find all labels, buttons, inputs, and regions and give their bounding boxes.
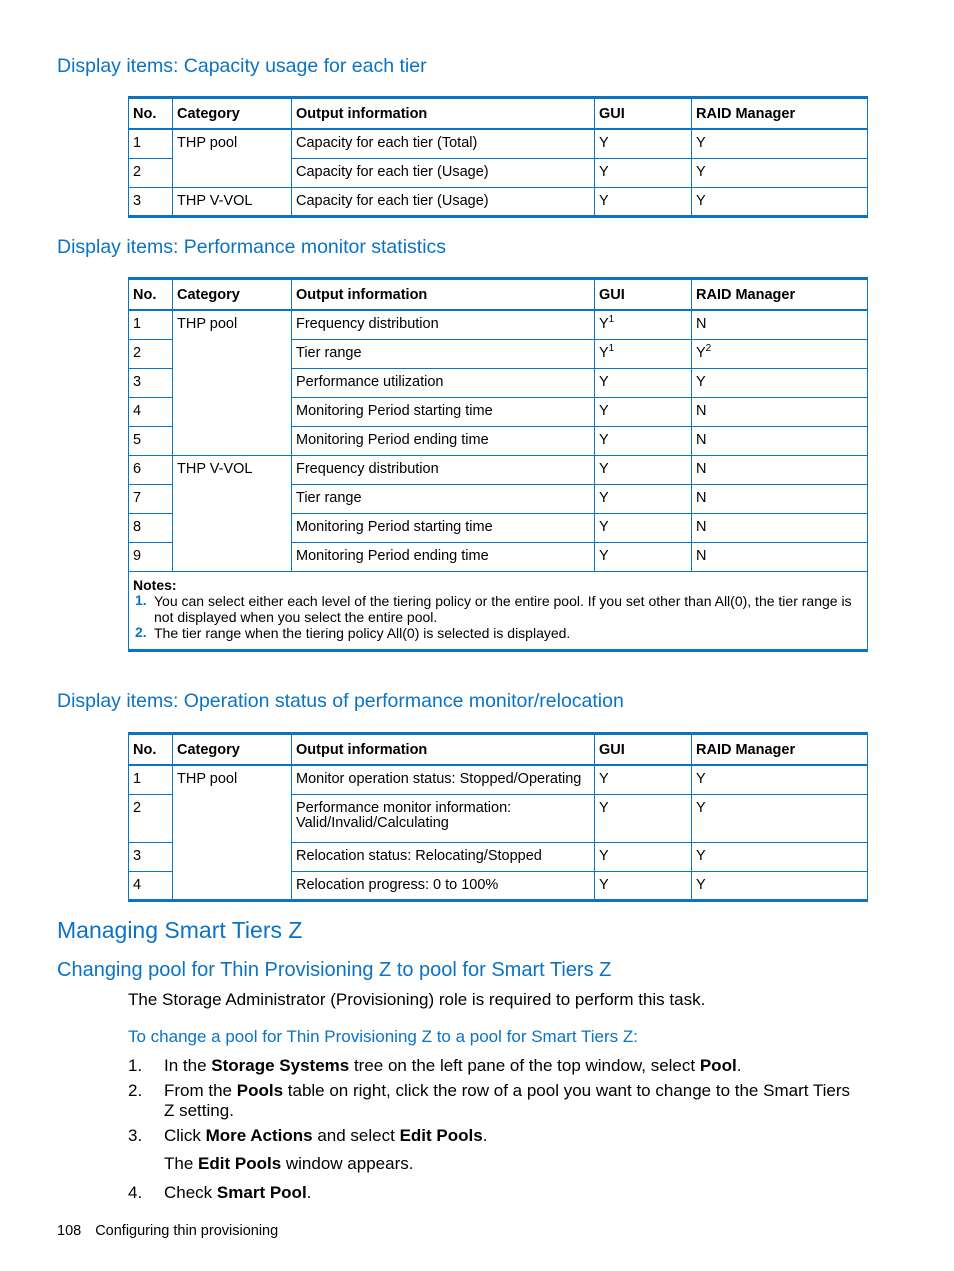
step-text-part: The [164,1154,199,1173]
cell-raid: Y [692,842,868,871]
cell-raid: Y [692,794,868,842]
header-gui: GUI [595,279,692,311]
header-raid-manager: RAID Manager [692,734,868,766]
cell-raid: Y [692,129,868,158]
notes-title: Notes: [133,576,177,593]
note-item [133,593,863,625]
cell-no: 8 [129,513,173,542]
notes-cell [129,571,868,650]
cell-output: Capacity for each tier (Usage) [292,187,595,216]
cell-output: Capacity for each tier (Total) [292,129,595,158]
step-number: 3. [128,1126,143,1145]
gui-value: Y [599,344,609,361]
cell-raid: Y [692,158,868,187]
cell-no: 6 [129,455,173,484]
cell-gui [595,339,692,368]
procedure-steps [128,1056,858,1203]
cell-output: Relocation progress: 0 to 100% [292,871,595,900]
cell-no: 4 [129,871,173,900]
cell-output: Relocation status: Relocating/Stopped [292,842,595,871]
cell-raid: N [692,455,868,484]
performance-monitor-table [128,277,868,652]
note-item [133,625,863,641]
cell-gui: Y [595,426,692,455]
cell-raid: N [692,513,868,542]
step-text-part: . [482,1126,488,1145]
cell-gui: Y [595,513,692,542]
step-text-part: window appears. [281,1154,414,1173]
header-category: Category [173,279,292,311]
cell-raid: Y [692,871,868,900]
cell-gui: Y [595,484,692,513]
cell-gui: Y [595,368,692,397]
table-row [129,187,868,216]
cell-no: 1 [129,310,173,339]
cell-category: THP V-VOL [173,455,292,571]
cell-gui: Y [595,842,692,871]
raid-value: Y [696,344,706,361]
ui-element-name: Pools [236,1081,284,1100]
footnote-ref: 1 [608,314,615,325]
cell-gui: Y [595,129,692,158]
chapter-heading: Managing Smart Tiers Z [57,917,303,943]
cell-raid [692,339,868,368]
table-header-row [129,734,868,766]
step-text [164,1056,741,1076]
header-raid-manager: RAID Manager [692,279,868,311]
cell-gui: Y [595,397,692,426]
cell-category: THP pool [173,765,292,900]
cell-gui: Y [595,765,692,794]
note-text: The tier range when the tiering policy All(0) is selected is displayed. [154,624,571,641]
cell-output: Monitor operation status: Stopped/Operating [292,765,595,794]
cell-no: 3 [129,842,173,871]
cell-output: Tier range [292,339,595,368]
role-requirement-text: The Storage Administrator (Provisioning) role is required to perform this task. [128,990,706,1009]
ui-element-name: Edit Pools [399,1126,483,1145]
cell-raid: N [692,426,868,455]
cell-no: 2 [129,158,173,187]
header-no: No. [129,279,173,311]
step-text [164,1081,858,1121]
header-gui: GUI [595,734,692,766]
cell-raid: Y [692,187,868,216]
header-output: Output information [292,734,595,766]
raid-value: N [696,316,707,332]
capacity-usage-table [128,96,868,218]
cell-gui: Y [595,871,692,900]
note-number: 2. [135,623,147,640]
table-header-row [129,98,868,130]
step-text-part: Check [164,1183,217,1202]
table-header-row [129,279,868,311]
cell-output: Monitoring Period starting time [292,397,595,426]
procedure-step [128,1126,858,1146]
step-text [164,1126,487,1146]
cell-no: 7 [129,484,173,513]
header-raid-manager: RAID Manager [692,98,868,130]
cell-output: Frequency distribution [292,455,595,484]
step-text-part: In the [164,1056,212,1075]
step-text-part: Click [164,1126,206,1145]
procedure-step [128,1056,858,1076]
cell-output: Monitoring Period ending time [292,542,595,571]
cell-gui: Y [595,455,692,484]
section-title-operation-status: Display items: Operation status of performance monitor/relocation [57,690,624,712]
step-text-part: and select [312,1126,400,1145]
chapter-name: Configuring thin provisioning [95,1223,279,1239]
cell-output: Tier range [292,484,595,513]
procedure-step-result [128,1154,858,1174]
ui-element-name: Pool [699,1056,737,1075]
header-no: No. [129,98,173,130]
header-no: No. [129,734,173,766]
header-category: Category [173,734,292,766]
cell-no: 3 [129,187,173,216]
table-row [129,455,868,484]
ui-element-name: Smart Pool [216,1183,307,1202]
note-text: You can select either each level of the tiering policy or the entire pool. If you set other than All(0), the tier range is not displayed when you select the entire pool. [154,592,852,625]
step-number: 1. [128,1056,143,1075]
cell-output: Performance utilization [292,368,595,397]
cell-output: Capacity for each tier (Usage) [292,158,595,187]
page-number: 108 [57,1223,82,1239]
step-number [128,1154,164,1174]
footnote-ref: 2 [705,342,712,354]
cell-no: 9 [129,542,173,571]
cell-output: Frequency distribution [292,310,595,339]
header-output: Output information [292,279,595,311]
cell-output: Monitoring Period ending time [292,426,595,455]
ui-element-name: Edit Pools [198,1154,282,1173]
section-title-capacity-usage: Display items: Capacity usage for each tier [57,55,427,77]
cell-raid: Y [692,368,868,397]
cell-no: 2 [129,339,173,368]
cell-raid: Y [692,765,868,794]
procedure-title: To change a pool for Thin Provisioning Z to a pool for Smart Tiers Z: [128,1027,638,1046]
cell-raid: N [692,397,868,426]
step-number: 2. [128,1081,143,1100]
table-row [129,129,868,158]
operation-status-table [128,732,868,902]
cell-no: 1 [129,765,173,794]
table-row [129,765,868,794]
cell-category: THP V-VOL [173,187,292,216]
cell-raid [692,310,868,339]
gui-value: Y [599,316,609,332]
cell-output: Performance monitor information: Valid/Invalid/Calculating [292,794,595,842]
cell-gui: Y [595,794,692,842]
cell-gui [595,310,692,339]
ui-element-name: More Actions [205,1126,313,1145]
ui-element-name: Storage Systems [211,1056,350,1075]
cell-no: 5 [129,426,173,455]
cell-category: THP pool [173,129,292,187]
procedure-step [128,1183,858,1203]
header-category: Category [173,98,292,130]
procedure-step [128,1081,858,1121]
step-text [164,1154,413,1174]
notes-row [129,571,868,650]
cell-raid: N [692,542,868,571]
cell-no: 1 [129,129,173,158]
step-text [164,1183,311,1203]
cell-output: Monitoring Period starting time [292,513,595,542]
cell-category: THP pool [173,310,292,455]
header-output: Output information [292,98,595,130]
footnote-ref: 1 [608,342,615,354]
step-text-part: . [306,1183,312,1202]
subsection-heading: Changing pool for Thin Provisioning Z to pool for Smart Tiers Z [57,959,612,981]
page-footer [57,1223,278,1239]
step-text-part: . [736,1056,742,1075]
step-number: 4. [128,1183,143,1202]
step-text-part: table on right, click the row of a pool you want to change to the Smart Tiers Z setting. [164,1081,851,1120]
header-gui: GUI [595,98,692,130]
cell-gui: Y [595,187,692,216]
cell-no: 3 [129,368,173,397]
step-text-part: tree on the left pane of the top window, select [349,1056,700,1075]
step-text-part: From the [164,1081,237,1100]
note-number: 1. [135,591,147,608]
cell-no: 2 [129,794,173,842]
cell-gui: Y [595,158,692,187]
cell-no: 4 [129,397,173,426]
cell-raid: N [692,484,868,513]
table-row [129,310,868,339]
cell-gui: Y [595,542,692,571]
section-title-performance-monitor: Display items: Performance monitor statistics [57,236,447,258]
